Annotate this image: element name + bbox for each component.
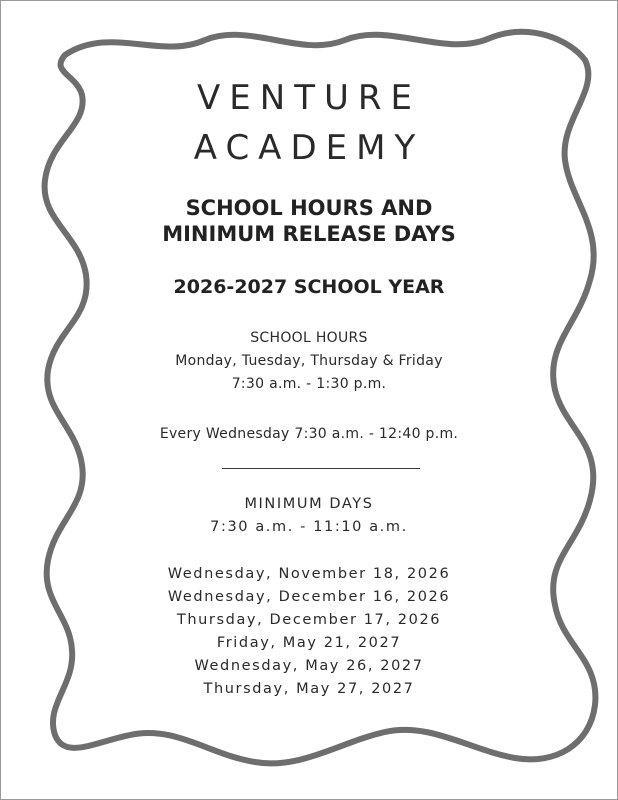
minimum-day-date: Thursday, May 27, 2027 [203,681,415,697]
headline-line-2: MINIMUM RELEASE DAYS [162,222,456,246]
minimum-day-date: Wednesday, May 26, 2027 [194,658,424,674]
headline-line-1: SCHOOL HOURS AND [185,196,433,220]
school-year-title: 2026-2027 SCHOOL YEAR [173,276,445,298]
section-divider [222,468,420,469]
school-hours-times: 7:30 a.m. - 1:30 p.m. [231,376,387,392]
school-hours-days: Monday, Tuesday, Thursday & Friday [175,353,443,369]
wednesday-hours: Every Wednesday 7:30 a.m. - 12:40 p.m. [159,426,459,442]
school-name-line-2: ACADEMY [193,128,425,168]
minimum-day-date: Wednesday, November 18, 2026 [167,566,451,582]
minimum-days-heading: MINIMUM DAYS [244,496,374,512]
minimum-day-date: Thursday, December 17, 2026 [176,612,442,628]
minimum-day-date: Wednesday, December 16, 2026 [167,589,451,605]
minimum-days-times: 7:30 a.m. - 11:10 a.m. [210,519,408,535]
minimum-day-date: Friday, May 21, 2027 [216,635,402,651]
school-hours-heading: SCHOOL HOURS [250,330,368,346]
school-name-line-1: VENTURE [197,78,421,118]
